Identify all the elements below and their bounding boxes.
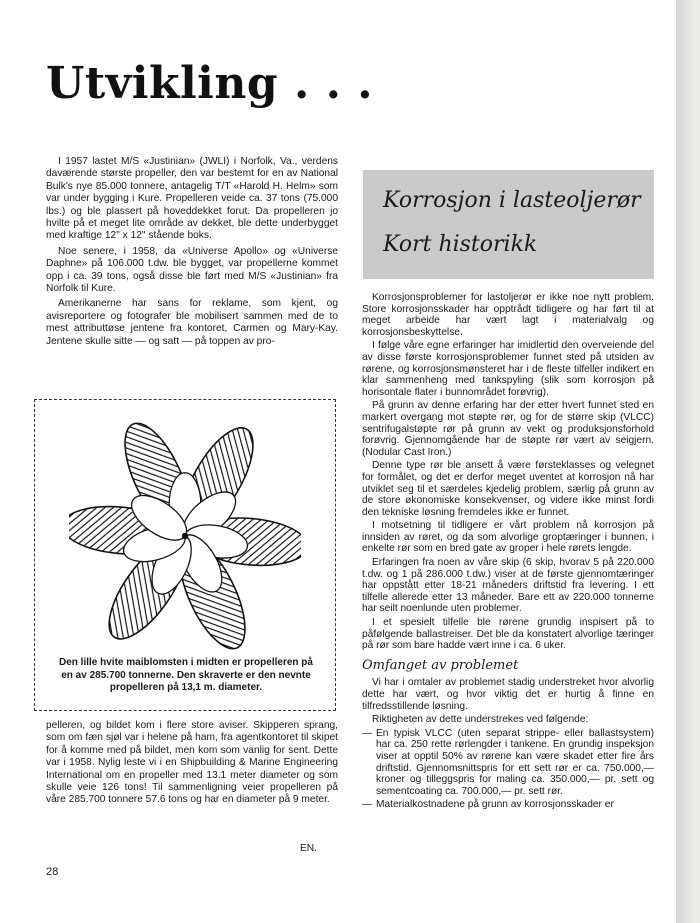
article-subtitle: Kort historikk	[383, 232, 538, 257]
propeller-hub	[182, 533, 188, 539]
left-column-continuation	[46, 720, 338, 807]
article-title-box	[363, 170, 654, 279]
left-paragraph: Amerikanerne har sans for reklame, som kjent, og avisreportere og fotografer ble mobilisert sammen med de to mest attributtøse jentene fra kontoret, Carmen og Mary-Kay. Jentene skulle sitte — og satt — på toppen av pro-	[46, 298, 338, 347]
right-paragraph: I følge våre egne erfaringer har imidlertid den overveiende del av disse første korrosjonsproblemer funnet sted på utsiden av rørene, og korrosjonsmønsteret har i de fleste tilfeller indikert en klar sammenheng med tankspyling (slik som korrosjon på horisontale flater i bunnområdet forøvrig).	[362, 340, 654, 398]
right-column	[362, 292, 654, 813]
continuation-paragraph: pelleren, og bildet kom i flere store aviser. Skipperen sprang, som om fæn sjøl var i helene på ham, fra agentkontoret til skipet for å komme med på bildet, men kom som vanlig for sent. Dette var i 1958. Nylig leste vi i en Shipbuilding & Marine Engineering International om en propeller med 13.1 meter diameter og som skulle veie 126 tons! Til sammenligning veier propelleren på våre 285.700 tonnere 57.6 tons og har en diameter på 9 meter.	[46, 720, 338, 806]
left-column	[46, 156, 338, 351]
page-edge	[676, 0, 700, 923]
headline: Utvikling . . .	[46, 58, 374, 109]
left-paragraph: I 1957 lastet M/S «Justinian» (JWLI) i Norfolk, Va., verdens daværende største propeller, den var bestemt for en av National Bulk's nye 85.000 tonnere, antagelig T/T «Harold H. Helm» som var under bygging i Kure. Propelleren veide ca. 37 tons (75.000 lbs.) og ble plassert på hoveddekket forut. Da propelleren jo hvilte på et meget lite område av dekket, ble dette underbygget med kraftige 12" x 12" stående boks.	[46, 156, 338, 242]
list-item: — Materialkostnadene på grunn av korrosjonsskader er	[362, 799, 654, 811]
right-paragraph: I et spesielt tilfelle ble rørene grundig inspisert på to påfølgende ballastreiser. Det ble da konstatert alvorlige tæringer på rør som bare hadde vært inne i ca. 6 uker.	[362, 617, 654, 652]
propeller-figure	[34, 399, 336, 711]
figure-caption: Den lille hvite maiblomsten i midten er propelleren på en av 285.700 tonnerne. Den skraverte er den nevnte propelleren på 13,1 m. diameter.	[59, 657, 313, 693]
article-title: Korrosjon i lasteoljerør	[383, 188, 641, 213]
right-paragraph: Korrosjonsproblemer for lastoljerør er ikke noe nytt problem. Store korrosjonsskader har opptrådt tidligere og har ført til at meget arbeide har vært lagt i materialvalg og korrosjonsbeskyttelse.	[362, 292, 654, 338]
page-number: 28	[46, 866, 59, 878]
author-signature: EN.	[300, 843, 317, 854]
right-paragraph: Erfaringen fra noen av våre skip (6 skip, hvorav 5 på 220.000 t.dw. og 1 på 286.000 t.dw.) viser at de første gjennomtæringer har oppstått etter 18-21 måneders driftstid fra levering. I ett tilfelle allerede etter 13 måneder. Bare ett av 220.000 tonnerne har seilt noenlunde uten problemer.	[362, 557, 654, 615]
list-item: — En typisk VLCC (uten separat strippe- eller ballastsystem) har ca. 250 rette rørlengder i tankene. En grundig inspeksjon viser at opptil 50% av rørene kan være skadet etter fire års driftstid. Gjennomsnittspris for ett sett rør er ca. 750.000,— kroner og tilleggspris for maling ca. 350.000,— pr. sett og sementcoating ca. 700.000,— pr. sett rør.	[362, 728, 654, 798]
right-paragraph: Vi har i omtaler av problemet stadig understreket hvor alvorlig dette har vært, og hvor viktig det er hurtig å finne en tilfredsstillende løsning.	[362, 677, 654, 712]
right-paragraph: Riktigheten av dette understrekes ved følgende:	[372, 714, 589, 726]
section-subheading: Omfanget av problemet	[362, 657, 519, 673]
propeller-illustration	[69, 420, 301, 652]
right-paragraph: Denne type rør ble ansett å være førsteklasses og velegnet for formålet, og det er derfor meget uventet at korrosjon nå har utviklet seg til et særdeles kjedelig problem, særlig på grunn av de store økonomiske konsekvenser, og videre ikke minst fordi den tekniske løsning fremdeles ikke er funnet.	[362, 460, 654, 518]
right-paragraph: I motsetning til tidligere er vårt problem nå korrosjon på innsiden av røret, og da som alvorlige groptæringer i bunnen, i enkelte rør som en bred gate av groper i hele rørets lengde.	[362, 520, 654, 555]
left-paragraph: Noe senere, i 1958, da «Universe Apollo» og «Universe Daphne» på 106.000 t.dw. ble bygget, var propellerne kommet opp i ca. 39 tons, også disse ble ført med M/S «Justinian» fra Norfolk til Kure.	[46, 245, 338, 295]
right-paragraph: På grunn av denne erfaring har der etter hvert funnet sted en markert overgang mot støpte rør, og for de større skip (VLCC) sentrifugalstøpte rør på grunn av vekt og produksjonsforhold forøvrig. Gjennomgående har de støpte rør vært av seigjern. (Nodular Cast Iron.)	[362, 400, 654, 458]
cost-list	[362, 728, 654, 811]
